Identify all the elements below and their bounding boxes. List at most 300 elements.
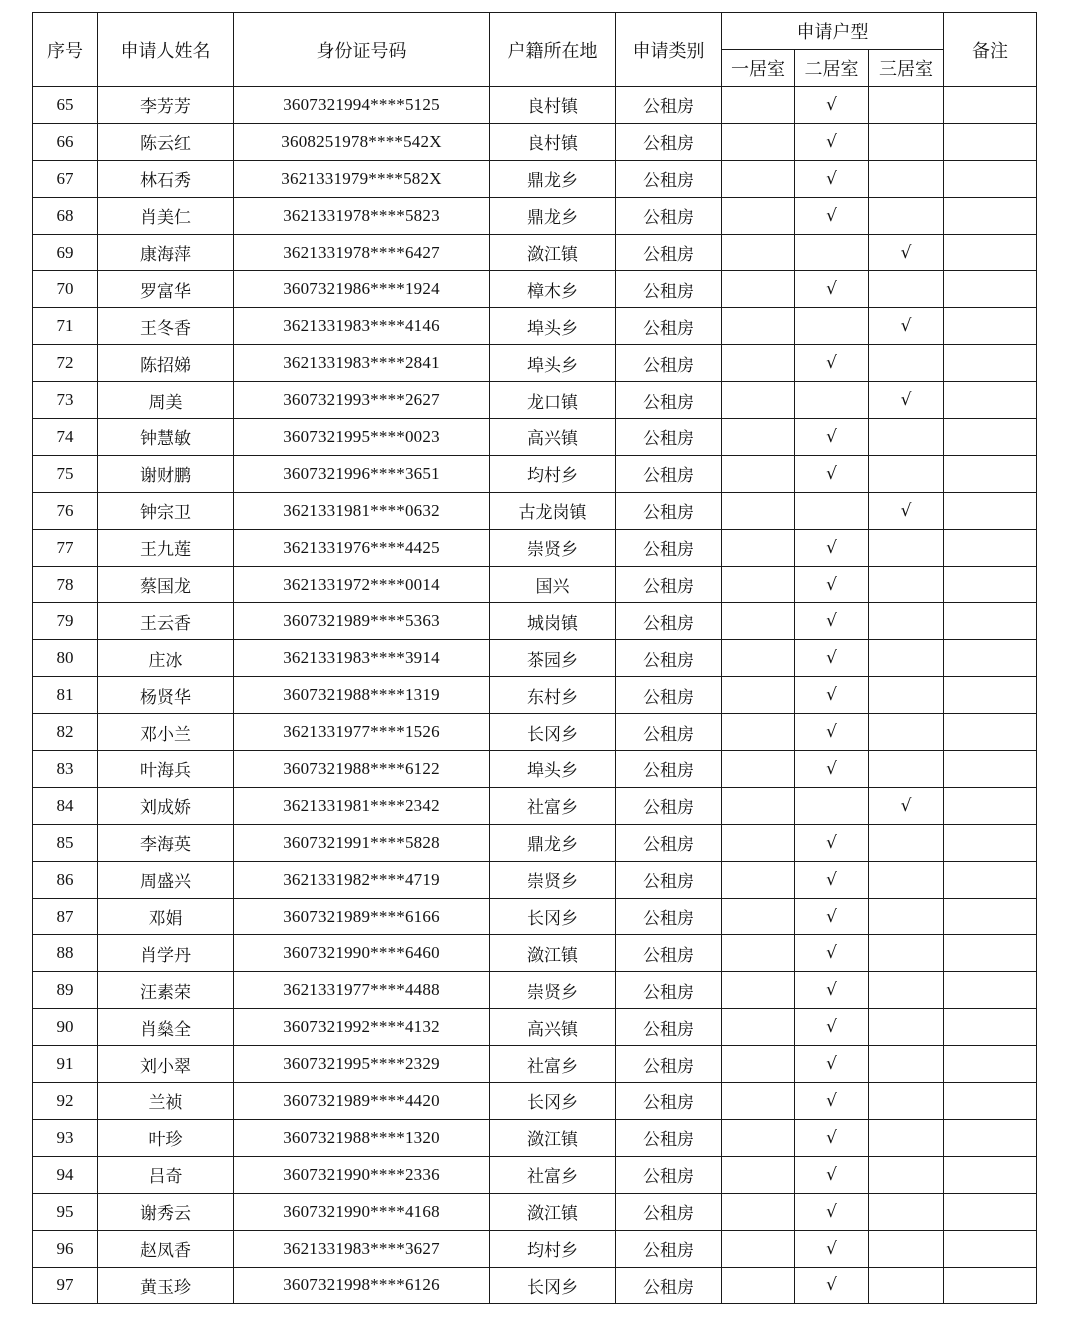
row-residence: 潋江镇 bbox=[490, 234, 616, 271]
row-unit-1-room bbox=[722, 123, 795, 160]
row-id-number: 3607321994****5125 bbox=[234, 87, 490, 124]
table-row bbox=[33, 382, 1037, 419]
table-body bbox=[33, 87, 1037, 1304]
header-residence: 户籍所在地 bbox=[490, 13, 616, 87]
row-id-number: 3607321988****6122 bbox=[234, 751, 490, 788]
row-seq: 77 bbox=[33, 529, 98, 566]
row-id-number: 3607321993****2627 bbox=[234, 382, 490, 419]
row-category: 公租房 bbox=[616, 935, 722, 972]
row-unit-3-room bbox=[869, 455, 944, 492]
row-residence: 茶园乡 bbox=[490, 640, 616, 677]
row-category: 公租房 bbox=[616, 1156, 722, 1193]
row-remarks bbox=[944, 603, 1037, 640]
row-unit-3-room bbox=[869, 751, 944, 788]
row-unit-2-room: √ bbox=[795, 123, 869, 160]
row-id-number: 3607321989****6166 bbox=[234, 898, 490, 935]
row-seq: 79 bbox=[33, 603, 98, 640]
row-unit-1-room bbox=[722, 160, 795, 197]
row-id-number: 3621331983****4146 bbox=[234, 308, 490, 345]
row-unit-2-room bbox=[795, 382, 869, 419]
row-unit-2-room: √ bbox=[795, 1230, 869, 1267]
table-row bbox=[33, 751, 1037, 788]
row-name: 肖学丹 bbox=[98, 935, 234, 972]
row-remarks bbox=[944, 308, 1037, 345]
row-seq: 95 bbox=[33, 1193, 98, 1230]
row-remarks bbox=[944, 640, 1037, 677]
row-seq: 91 bbox=[33, 1046, 98, 1083]
row-unit-3-room: √ bbox=[869, 382, 944, 419]
row-id-number: 3607321995****0023 bbox=[234, 419, 490, 456]
row-residence: 埠头乡 bbox=[490, 751, 616, 788]
table-row bbox=[33, 455, 1037, 492]
row-residence: 良村镇 bbox=[490, 123, 616, 160]
table-row bbox=[33, 714, 1037, 751]
row-seq: 84 bbox=[33, 787, 98, 824]
row-category: 公租房 bbox=[616, 345, 722, 382]
row-id-number: 3621331978****6427 bbox=[234, 234, 490, 271]
row-unit-1-room bbox=[722, 234, 795, 271]
row-unit-3-room bbox=[869, 861, 944, 898]
row-seq: 96 bbox=[33, 1230, 98, 1267]
row-residence: 社富乡 bbox=[490, 1046, 616, 1083]
row-unit-2-room: √ bbox=[795, 455, 869, 492]
row-unit-3-room: √ bbox=[869, 787, 944, 824]
row-name: 蔡国龙 bbox=[98, 566, 234, 603]
row-seq: 92 bbox=[33, 1083, 98, 1120]
row-residence: 鼎龙乡 bbox=[490, 160, 616, 197]
row-seq: 87 bbox=[33, 898, 98, 935]
row-unit-1-room bbox=[722, 345, 795, 382]
row-unit-2-room: √ bbox=[795, 861, 869, 898]
table-row bbox=[33, 123, 1037, 160]
table-row bbox=[33, 1193, 1037, 1230]
row-name: 叶珍 bbox=[98, 1119, 234, 1156]
row-residence: 长冈乡 bbox=[490, 1267, 616, 1304]
row-remarks bbox=[944, 751, 1037, 788]
row-seq: 89 bbox=[33, 972, 98, 1009]
row-name: 肖燊全 bbox=[98, 1009, 234, 1046]
row-id-number: 3607321988****1320 bbox=[234, 1119, 490, 1156]
row-remarks bbox=[944, 345, 1037, 382]
row-id-number: 3621331981****2342 bbox=[234, 787, 490, 824]
row-remarks bbox=[944, 714, 1037, 751]
row-id-number: 3621331982****4719 bbox=[234, 861, 490, 898]
table-row bbox=[33, 787, 1037, 824]
table-row bbox=[33, 972, 1037, 1009]
row-category: 公租房 bbox=[616, 1267, 722, 1304]
row-unit-2-room: √ bbox=[795, 1083, 869, 1120]
row-unit-3-room bbox=[869, 87, 944, 124]
row-seq: 65 bbox=[33, 87, 98, 124]
row-name: 刘小翠 bbox=[98, 1046, 234, 1083]
row-residence: 高兴镇 bbox=[490, 419, 616, 456]
row-name: 赵凤香 bbox=[98, 1230, 234, 1267]
row-id-number: 3607321992****4132 bbox=[234, 1009, 490, 1046]
row-id-number: 3621331977****4488 bbox=[234, 972, 490, 1009]
row-remarks bbox=[944, 972, 1037, 1009]
row-residence: 鼎龙乡 bbox=[490, 197, 616, 234]
row-seq: 75 bbox=[33, 455, 98, 492]
row-unit-2-room: √ bbox=[795, 751, 869, 788]
row-name: 谢秀云 bbox=[98, 1193, 234, 1230]
row-remarks bbox=[944, 382, 1037, 419]
row-id-number: 3607321996****3651 bbox=[234, 455, 490, 492]
row-category: 公租房 bbox=[616, 271, 722, 308]
row-id-number: 3607321986****1924 bbox=[234, 271, 490, 308]
row-residence: 均村乡 bbox=[490, 1230, 616, 1267]
row-unit-1-room bbox=[722, 714, 795, 751]
table-row bbox=[33, 87, 1037, 124]
row-remarks bbox=[944, 123, 1037, 160]
row-seq: 73 bbox=[33, 382, 98, 419]
applicant-table bbox=[32, 12, 1037, 1304]
row-remarks bbox=[944, 234, 1037, 271]
row-remarks bbox=[944, 529, 1037, 566]
row-unit-1-room bbox=[722, 419, 795, 456]
row-category: 公租房 bbox=[616, 492, 722, 529]
row-remarks bbox=[944, 824, 1037, 861]
row-category: 公租房 bbox=[616, 419, 722, 456]
row-seq: 74 bbox=[33, 419, 98, 456]
table-row bbox=[33, 824, 1037, 861]
row-seq: 69 bbox=[33, 234, 98, 271]
row-unit-1-room bbox=[722, 492, 795, 529]
row-id-number: 3607321989****5363 bbox=[234, 603, 490, 640]
table-row bbox=[33, 1119, 1037, 1156]
row-remarks bbox=[944, 1230, 1037, 1267]
row-remarks bbox=[944, 419, 1037, 456]
row-seq: 67 bbox=[33, 160, 98, 197]
row-unit-1-room bbox=[722, 1083, 795, 1120]
row-residence: 古龙岗镇 bbox=[490, 492, 616, 529]
row-name: 汪素荣 bbox=[98, 972, 234, 1009]
row-id-number: 3607321988****1319 bbox=[234, 677, 490, 714]
table-row bbox=[33, 492, 1037, 529]
table-row bbox=[33, 234, 1037, 271]
row-seq: 81 bbox=[33, 677, 98, 714]
row-seq: 93 bbox=[33, 1119, 98, 1156]
row-residence: 崇贤乡 bbox=[490, 861, 616, 898]
row-unit-1-room bbox=[722, 824, 795, 861]
row-category: 公租房 bbox=[616, 234, 722, 271]
row-unit-1-room bbox=[722, 972, 795, 1009]
row-unit-1-room bbox=[722, 751, 795, 788]
row-category: 公租房 bbox=[616, 1230, 722, 1267]
row-unit-3-room bbox=[869, 1083, 944, 1120]
table-row bbox=[33, 640, 1037, 677]
row-unit-1-room bbox=[722, 1193, 795, 1230]
row-remarks bbox=[944, 1267, 1037, 1304]
row-residence: 潋江镇 bbox=[490, 1119, 616, 1156]
row-seq: 66 bbox=[33, 123, 98, 160]
row-name: 王云香 bbox=[98, 603, 234, 640]
row-remarks bbox=[944, 677, 1037, 714]
row-seq: 83 bbox=[33, 751, 98, 788]
table-header bbox=[33, 13, 1037, 87]
row-remarks bbox=[944, 455, 1037, 492]
row-category: 公租房 bbox=[616, 972, 722, 1009]
row-unit-1-room bbox=[722, 1009, 795, 1046]
row-residence: 城岗镇 bbox=[490, 603, 616, 640]
row-unit-3-room bbox=[869, 603, 944, 640]
row-unit-1-room bbox=[722, 861, 795, 898]
row-category: 公租房 bbox=[616, 824, 722, 861]
table-row bbox=[33, 529, 1037, 566]
row-remarks bbox=[944, 935, 1037, 972]
row-category: 公租房 bbox=[616, 787, 722, 824]
row-name: 杨贤华 bbox=[98, 677, 234, 714]
row-name: 刘成娇 bbox=[98, 787, 234, 824]
row-category: 公租房 bbox=[616, 898, 722, 935]
table-row bbox=[33, 345, 1037, 382]
header-unit-type: 申请户型 bbox=[722, 13, 944, 50]
row-unit-3-room bbox=[869, 566, 944, 603]
row-unit-1-room bbox=[722, 1156, 795, 1193]
table-row bbox=[33, 603, 1037, 640]
row-name: 陈招娣 bbox=[98, 345, 234, 382]
row-unit-2-room: √ bbox=[795, 197, 869, 234]
row-seq: 94 bbox=[33, 1156, 98, 1193]
row-category: 公租房 bbox=[616, 87, 722, 124]
row-unit-2-room: √ bbox=[795, 603, 869, 640]
row-unit-2-room: √ bbox=[795, 160, 869, 197]
row-seq: 88 bbox=[33, 935, 98, 972]
row-unit-2-room: √ bbox=[795, 640, 869, 677]
row-unit-3-room bbox=[869, 935, 944, 972]
row-id-number: 3621331983****3914 bbox=[234, 640, 490, 677]
row-unit-1-room bbox=[722, 271, 795, 308]
row-unit-3-room bbox=[869, 1046, 944, 1083]
row-id-number: 3607321991****5828 bbox=[234, 824, 490, 861]
row-name: 叶海兵 bbox=[98, 751, 234, 788]
row-unit-3-room: √ bbox=[869, 234, 944, 271]
header-category: 申请类别 bbox=[616, 13, 722, 87]
row-unit-2-room: √ bbox=[795, 714, 869, 751]
row-id-number: 3621331983****3627 bbox=[234, 1230, 490, 1267]
row-name: 钟宗卫 bbox=[98, 492, 234, 529]
row-unit-3-room bbox=[869, 898, 944, 935]
row-category: 公租房 bbox=[616, 382, 722, 419]
row-seq: 85 bbox=[33, 824, 98, 861]
row-unit-3-room bbox=[869, 824, 944, 861]
row-residence: 埠头乡 bbox=[490, 308, 616, 345]
row-id-number: 3621331979****582X bbox=[234, 160, 490, 197]
row-unit-3-room: √ bbox=[869, 308, 944, 345]
row-remarks bbox=[944, 1009, 1037, 1046]
row-category: 公租房 bbox=[616, 455, 722, 492]
row-unit-1-room bbox=[722, 87, 795, 124]
row-remarks bbox=[944, 197, 1037, 234]
row-unit-2-room bbox=[795, 492, 869, 529]
row-category: 公租房 bbox=[616, 751, 722, 788]
row-seq: 82 bbox=[33, 714, 98, 751]
row-name: 兰祯 bbox=[98, 1083, 234, 1120]
row-category: 公租房 bbox=[616, 308, 722, 345]
row-id-number: 3621331983****2841 bbox=[234, 345, 490, 382]
row-unit-2-room: √ bbox=[795, 677, 869, 714]
row-unit-2-room: √ bbox=[795, 824, 869, 861]
row-unit-2-room: √ bbox=[795, 1193, 869, 1230]
row-name: 黄玉珍 bbox=[98, 1267, 234, 1304]
row-remarks bbox=[944, 861, 1037, 898]
row-category: 公租房 bbox=[616, 1083, 722, 1120]
row-unit-3-room bbox=[869, 1156, 944, 1193]
row-unit-1-room bbox=[722, 197, 795, 234]
row-name: 庄冰 bbox=[98, 640, 234, 677]
row-name: 王九莲 bbox=[98, 529, 234, 566]
row-name: 李芳芳 bbox=[98, 87, 234, 124]
row-category: 公租房 bbox=[616, 861, 722, 898]
row-residence: 崇贤乡 bbox=[490, 972, 616, 1009]
row-unit-1-room bbox=[722, 529, 795, 566]
row-name: 钟慧敏 bbox=[98, 419, 234, 456]
row-residence: 长冈乡 bbox=[490, 1083, 616, 1120]
table-row bbox=[33, 1267, 1037, 1304]
row-residence: 良村镇 bbox=[490, 87, 616, 124]
row-unit-2-room bbox=[795, 308, 869, 345]
row-unit-1-room bbox=[722, 1046, 795, 1083]
row-seq: 71 bbox=[33, 308, 98, 345]
header-one-room: 一居室 bbox=[722, 50, 795, 87]
row-residence: 崇贤乡 bbox=[490, 529, 616, 566]
row-unit-1-room bbox=[722, 1230, 795, 1267]
row-name: 李海英 bbox=[98, 824, 234, 861]
row-name: 谢财鹏 bbox=[98, 455, 234, 492]
row-seq: 90 bbox=[33, 1009, 98, 1046]
row-unit-2-room bbox=[795, 787, 869, 824]
row-name: 肖美仁 bbox=[98, 197, 234, 234]
row-category: 公租房 bbox=[616, 1046, 722, 1083]
table-row bbox=[33, 935, 1037, 972]
row-residence: 均村乡 bbox=[490, 455, 616, 492]
row-unit-1-room bbox=[722, 382, 795, 419]
row-residence: 高兴镇 bbox=[490, 1009, 616, 1046]
row-remarks bbox=[944, 898, 1037, 935]
row-unit-1-room bbox=[722, 898, 795, 935]
row-seq: 80 bbox=[33, 640, 98, 677]
table-row bbox=[33, 197, 1037, 234]
row-remarks bbox=[944, 1119, 1037, 1156]
table-row bbox=[33, 1083, 1037, 1120]
row-unit-3-room bbox=[869, 714, 944, 751]
row-residence: 社富乡 bbox=[490, 1156, 616, 1193]
row-name: 邓小兰 bbox=[98, 714, 234, 751]
row-residence: 东村乡 bbox=[490, 677, 616, 714]
row-unit-3-room bbox=[869, 123, 944, 160]
header-two-room: 二居室 bbox=[795, 50, 869, 87]
row-residence: 樟木乡 bbox=[490, 271, 616, 308]
row-residence: 鼎龙乡 bbox=[490, 824, 616, 861]
row-unit-2-room: √ bbox=[795, 271, 869, 308]
header-seq: 序号 bbox=[33, 13, 98, 87]
row-remarks bbox=[944, 1193, 1037, 1230]
row-remarks bbox=[944, 566, 1037, 603]
row-unit-2-room bbox=[795, 234, 869, 271]
row-unit-3-room bbox=[869, 345, 944, 382]
row-id-number: 3621331977****1526 bbox=[234, 714, 490, 751]
row-unit-1-room bbox=[722, 677, 795, 714]
table-row bbox=[33, 1156, 1037, 1193]
row-unit-1-room bbox=[722, 787, 795, 824]
row-id-number: 3621331978****5823 bbox=[234, 197, 490, 234]
table-row bbox=[33, 308, 1037, 345]
table-row bbox=[33, 271, 1037, 308]
row-category: 公租房 bbox=[616, 677, 722, 714]
row-id-number: 3607321995****2329 bbox=[234, 1046, 490, 1083]
row-id-number: 3607321990****2336 bbox=[234, 1156, 490, 1193]
row-name: 林石秀 bbox=[98, 160, 234, 197]
row-unit-3-room bbox=[869, 160, 944, 197]
row-id-number: 3607321990****6460 bbox=[234, 935, 490, 972]
row-seq: 70 bbox=[33, 271, 98, 308]
row-name: 王冬香 bbox=[98, 308, 234, 345]
row-residence: 国兴 bbox=[490, 566, 616, 603]
table-row bbox=[33, 1009, 1037, 1046]
row-id-number: 3621331976****4425 bbox=[234, 529, 490, 566]
row-unit-2-room: √ bbox=[795, 935, 869, 972]
row-unit-2-room: √ bbox=[795, 1009, 869, 1046]
row-category: 公租房 bbox=[616, 566, 722, 603]
row-category: 公租房 bbox=[616, 640, 722, 677]
row-unit-3-room bbox=[869, 197, 944, 234]
row-seq: 97 bbox=[33, 1267, 98, 1304]
row-unit-3-room bbox=[869, 1119, 944, 1156]
row-unit-3-room bbox=[869, 419, 944, 456]
row-residence: 长冈乡 bbox=[490, 898, 616, 935]
row-seq: 68 bbox=[33, 197, 98, 234]
row-residence: 潋江镇 bbox=[490, 935, 616, 972]
row-residence: 长冈乡 bbox=[490, 714, 616, 751]
row-category: 公租房 bbox=[616, 1119, 722, 1156]
header-remarks: 备注 bbox=[944, 13, 1037, 87]
row-name: 吕奇 bbox=[98, 1156, 234, 1193]
table-row bbox=[33, 419, 1037, 456]
row-name: 康海萍 bbox=[98, 234, 234, 271]
row-unit-1-room bbox=[722, 935, 795, 972]
row-category: 公租房 bbox=[616, 1193, 722, 1230]
row-unit-1-room bbox=[722, 1267, 795, 1304]
header-id-number: 身份证号码 bbox=[234, 13, 490, 87]
row-id-number: 3608251978****542X bbox=[234, 123, 490, 160]
row-unit-2-room: √ bbox=[795, 529, 869, 566]
row-category: 公租房 bbox=[616, 197, 722, 234]
table-row bbox=[33, 861, 1037, 898]
row-unit-3-room bbox=[869, 972, 944, 1009]
row-unit-2-room: √ bbox=[795, 972, 869, 1009]
row-name: 邓娟 bbox=[98, 898, 234, 935]
header-three-room: 三居室 bbox=[869, 50, 944, 87]
row-unit-2-room: √ bbox=[795, 87, 869, 124]
table-row bbox=[33, 898, 1037, 935]
row-remarks bbox=[944, 1156, 1037, 1193]
row-id-number: 3621331972****0014 bbox=[234, 566, 490, 603]
row-unit-3-room bbox=[869, 1267, 944, 1304]
row-unit-1-room bbox=[722, 1119, 795, 1156]
table-row bbox=[33, 566, 1037, 603]
row-id-number: 3607321998****6126 bbox=[234, 1267, 490, 1304]
row-unit-1-room bbox=[722, 640, 795, 677]
table-row bbox=[33, 677, 1037, 714]
row-unit-3-room bbox=[869, 640, 944, 677]
row-id-number: 3607321989****4420 bbox=[234, 1083, 490, 1120]
table-row bbox=[33, 1230, 1037, 1267]
row-category: 公租房 bbox=[616, 603, 722, 640]
row-category: 公租房 bbox=[616, 1009, 722, 1046]
row-seq: 86 bbox=[33, 861, 98, 898]
row-residence: 龙口镇 bbox=[490, 382, 616, 419]
row-unit-2-room: √ bbox=[795, 898, 869, 935]
row-unit-2-room: √ bbox=[795, 1119, 869, 1156]
